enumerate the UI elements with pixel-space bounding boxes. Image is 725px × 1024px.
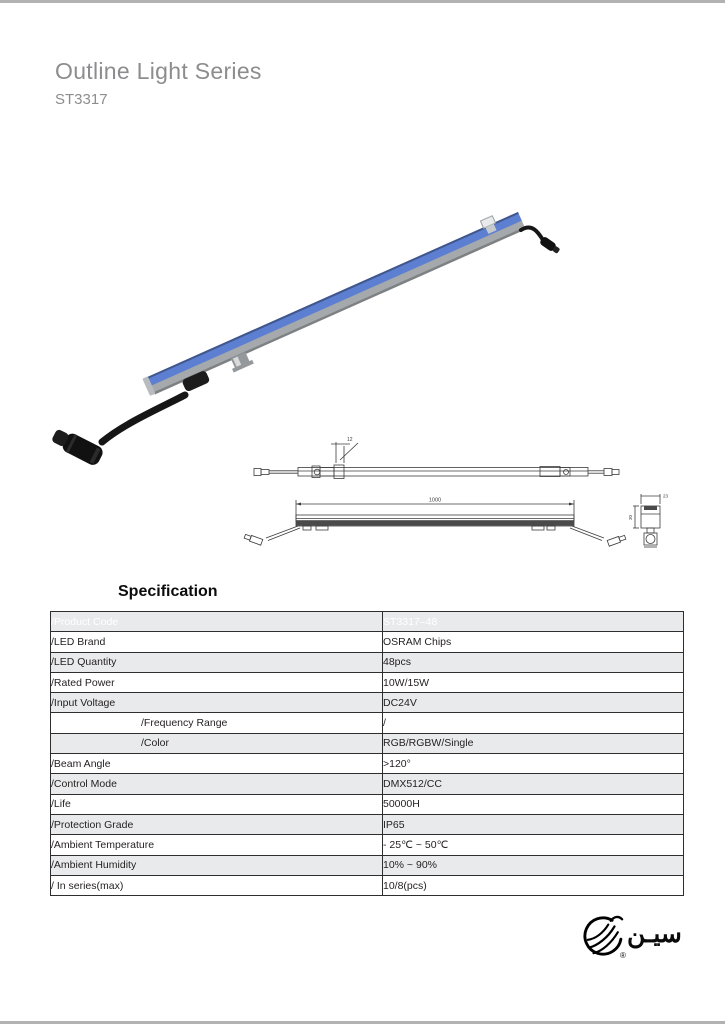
spec-label: /Ambient Temperature	[51, 835, 383, 855]
table-row	[51, 875, 684, 895]
spec-value: 10/8(pcs)	[383, 875, 684, 895]
section-view	[628, 494, 669, 548]
spec-value: - 25℃ ~ 50℃	[383, 835, 684, 855]
table-row	[51, 733, 684, 753]
spec-value: DC24V	[383, 693, 684, 713]
spec-value: 10W/15W	[383, 672, 684, 692]
table-row	[51, 632, 684, 652]
table-row	[51, 794, 684, 814]
table-row	[51, 835, 684, 855]
dimension-drawing	[0, 430, 725, 580]
page-title: Outline Light Series	[55, 58, 262, 84]
spec-label: /Protection Grade	[51, 814, 383, 834]
pigtail-connector	[539, 236, 561, 255]
spec-value: ST3317–48	[383, 612, 684, 632]
spec-value: 50000H	[383, 794, 684, 814]
table-row	[51, 713, 684, 733]
document-header	[55, 58, 262, 108]
table-row	[51, 652, 684, 672]
spec-label: /Beam Angle	[51, 754, 383, 774]
spec-value: 48pcs	[383, 652, 684, 672]
spec-label: /Control Mode	[51, 774, 383, 794]
top-rule	[0, 0, 725, 3]
pigtail-cable	[521, 227, 543, 240]
table-row	[51, 612, 684, 632]
spec-label: /Input Voltage	[51, 693, 383, 713]
spec-label: /Product Code	[51, 612, 383, 632]
table-row	[51, 754, 684, 774]
table-row	[51, 672, 684, 692]
spec-label: /LED Quantity	[51, 652, 383, 672]
spec-value: OSRAM Chips	[383, 632, 684, 652]
spec-value: >120°	[383, 754, 684, 774]
spec-value: DMX512/CC	[383, 774, 684, 794]
clip-dimension-label: 12	[347, 437, 353, 443]
brand-emblem-icon	[583, 913, 625, 959]
plan-view	[254, 437, 619, 479]
section-height-label: 30	[628, 514, 633, 520]
spec-value: IP65	[383, 814, 684, 834]
spec-label: /LED Brand	[51, 632, 383, 652]
brand-logo	[583, 911, 693, 963]
specification-heading: Specification	[118, 583, 218, 600]
spec-label: /Rated Power	[51, 672, 383, 692]
page-subtitle: ST3317	[55, 91, 108, 108]
front-view	[244, 498, 626, 547]
length-dimension-label: 1000	[428, 497, 442, 504]
table-row	[51, 774, 684, 794]
table-row	[51, 693, 684, 713]
registered-trademark: ®	[620, 951, 626, 960]
spec-value: 10% ~ 90%	[383, 855, 684, 875]
table-row	[51, 855, 684, 875]
spec-value: RGB/RGBW/Single	[383, 733, 684, 753]
section-width-label: 23	[663, 493, 669, 499]
brand-name-arabic: سيـن	[627, 920, 682, 948]
spec-label: /Life	[51, 794, 383, 814]
spec-label: /Color	[51, 733, 383, 753]
spec-label: / In series(max)	[51, 875, 383, 895]
table-row	[51, 814, 684, 834]
specification-table	[50, 611, 684, 896]
led-bar	[140, 206, 531, 408]
spec-label: /Frequency Range	[51, 713, 383, 733]
spec-value: /	[383, 713, 684, 733]
spec-label: /Ambient Humidity	[51, 855, 383, 875]
